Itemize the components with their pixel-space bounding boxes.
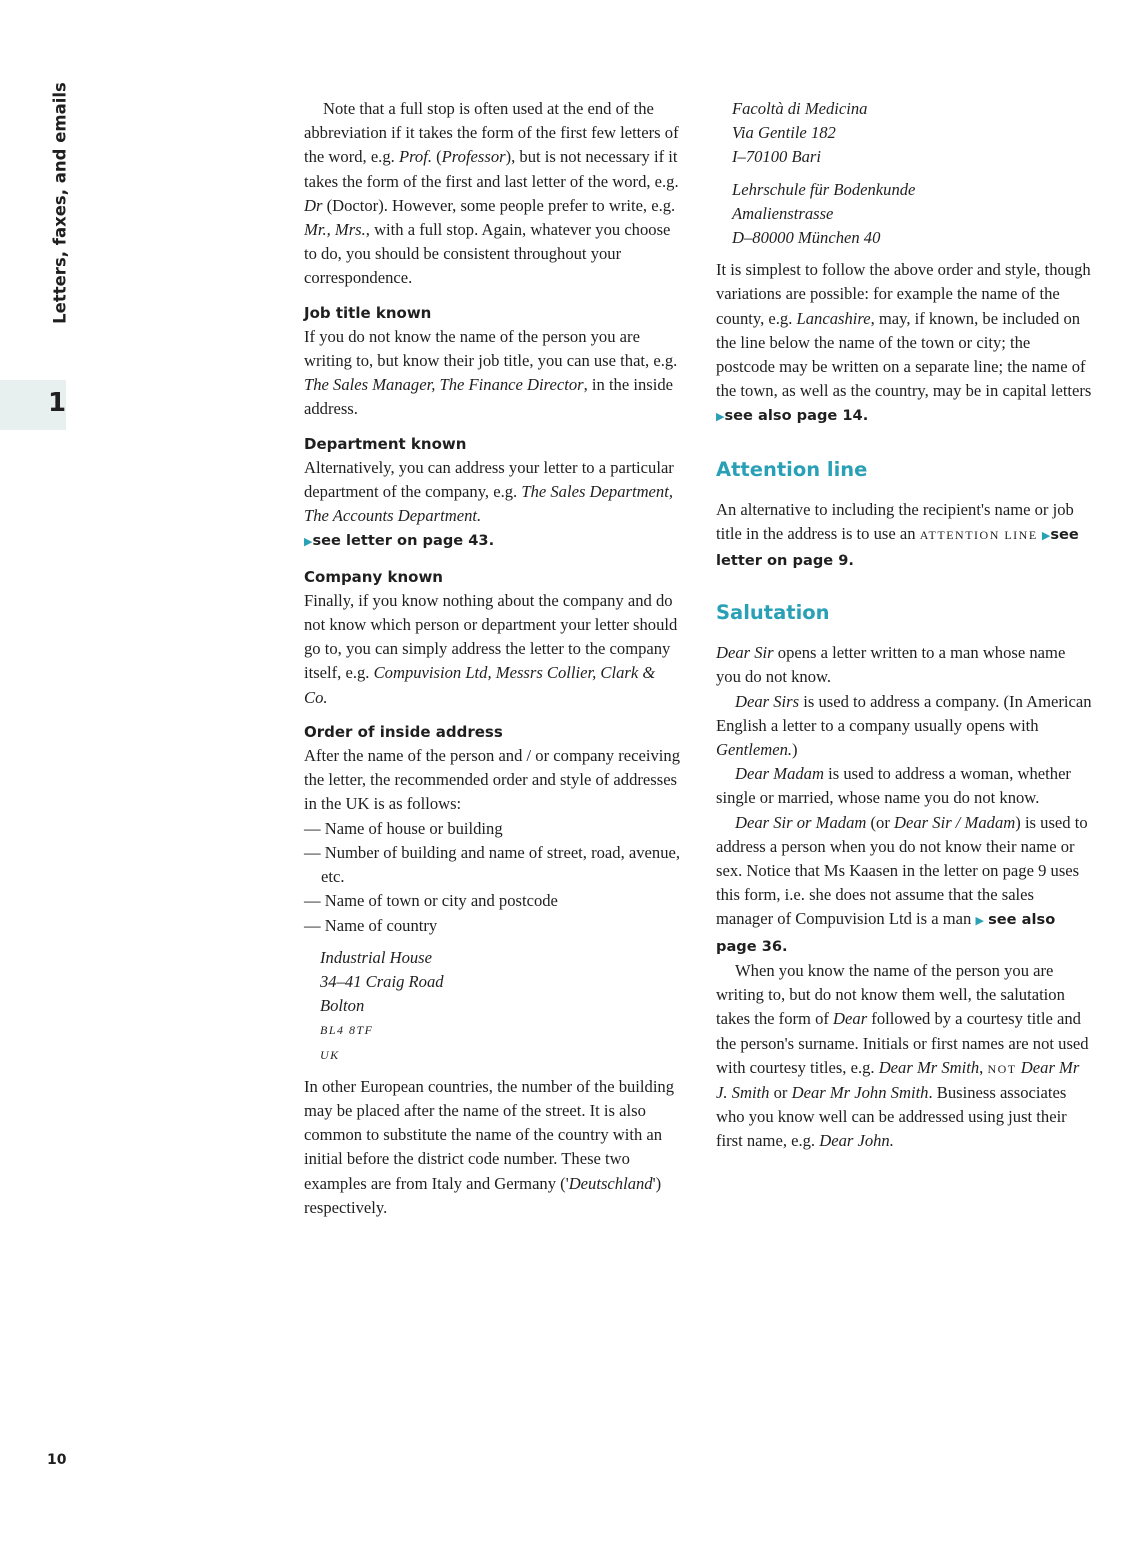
address-line: Industrial House (320, 947, 433, 967)
address-order-paragraph: After the name of the person and / or company receiving the letter, the recommended order and style of addresses in the UK is as follows: (304, 746, 680, 814)
department-xref[interactable]: ▶see letter on page 43. (304, 532, 495, 550)
chapter-running-label (49, 81, 71, 324)
address-line: Facoltà di Medicina (732, 99, 868, 118)
salutation-dear-sir: Dear Sir opens a letter written to a man whose name you do not know. (716, 643, 1066, 687)
left-column (304, 97, 682, 1220)
address-line: Amalienstrasse (732, 203, 834, 223)
subheading-address-order: Order of inside address (304, 722, 503, 741)
germany-address-example (716, 178, 1092, 251)
salutation-dear-sirs: Dear Sirs is used to address a company. (In American English a letter to a company usually opens with Gentlemen.) (716, 691, 1092, 760)
address-line: Lehrschule für Bodenkunde (732, 179, 916, 199)
chapter-tab (0, 380, 66, 430)
chapter-number: 1 (48, 388, 67, 418)
arrow-right-icon: ▶ (716, 411, 725, 424)
address-line: Bolton (320, 996, 365, 1016)
subheading-company: Company known (304, 567, 443, 586)
address-line: Via Gentile 182 (732, 123, 836, 143)
subheading-job-title: Job title known (304, 303, 432, 322)
address-line: 34–41 Craig Road (320, 971, 444, 991)
heading-salutation: Salutation (716, 601, 830, 625)
attention-paragraph: An alternative to including the recipient's name or job title in the address is to use an ATTENTION LINE ▶see letter on page 9. (716, 499, 1079, 570)
department-paragraph: Alternatively, you can address your letter to a particular department of the company, e.g. The Sales Department, The Accounts Department. (304, 457, 674, 526)
right-column (716, 97, 1092, 1154)
chapter-label-text: Letters, faxes, and emails (50, 81, 70, 324)
page-number: 10 (47, 1452, 67, 1468)
salutation-sir-or-madam: Dear Sir or Madam (or Dear Sir / Madam) is used to address a person when you do not know their name or sex. Notice that Ms Kaasen in the letter on page 9 uses this form, i.e. she does not assume that the sales manager of Compuvision Ltd is a man ▶ see also page 36. (716, 812, 1088, 955)
salutation-dear-madam: Dear Madam is used to address a woman, whether single or married, whose name you do not know. (716, 764, 1071, 808)
italy-address-example (716, 97, 1092, 170)
abbreviation-note: Note that a full stop is often used at the end of the abbreviation if it takes the form of the first few letters of the word, e.g. Prof. (Professor), but is not necessary if it takes the form of the first and last letter of the word, e.g. Dr (Doctor). However, some people prefer to write, e.g. Mr., Mrs., with a full stop. Again, whatever you choose to do, you should be consistent throughout your correspondence. (304, 99, 679, 288)
list-item: — Number of building and name of street, road, avenue, etc. (304, 842, 681, 887)
address-line: D–80000 München 40 (732, 228, 881, 248)
style-xref[interactable]: see also page 14. (724, 407, 869, 425)
address-line: UK (320, 1047, 340, 1062)
arrow-right-icon: ▶ (975, 915, 984, 928)
address-style-paragraph: It is simplest to follow the above order and style, though variations are possible: for example the name of the county, e.g. Lancashire, may, if known, be included on the line below the name of the town or city; the postcode may be written on a separate line; the name of the town, as well as the country, may be in capital letters ▶see also page 14. (716, 260, 1092, 425)
list-item: — Name of town or city and postcode (304, 891, 558, 911)
attention-xref[interactable]: see letter on page 9. (716, 525, 1079, 570)
list-item: — Name of country (304, 915, 438, 935)
uk-address-example (304, 946, 682, 1067)
company-paragraph: Finally, if you know nothing about the company and do not know which person or department your letter should go to, you can simply address the letter to the company itself, e.g. Compuvision Ltd, Messrs Collier, Clark & Co. (304, 590, 678, 707)
arrow-right-icon: ▶ (1041, 529, 1051, 542)
address-line: BL4 8TF (320, 1023, 374, 1038)
heading-attention-line: Attention line (716, 457, 868, 481)
job-title-paragraph: If you do not know the name of the person you are writing to, but know their job title, you can use that, e.g. The Sales Manager, The Finance Director, in the inside address. (304, 326, 678, 419)
salutation-known-name: When you know the name of the person you are writing to, but do not know them well, the salutation takes the form of Dear followed by a courtesy title and the person's surname. Initials or first names are not used with courtesy titles, e.g. Dear Mr Smith, NOT Dear Mr J. Smith or Dear Mr John Smith. Business associates who you know well can be addressed using just their first name, e.g. Dear John. (716, 960, 1089, 1151)
subheading-department: Department known (304, 434, 467, 453)
address-line: I–70100 Bari (732, 147, 821, 167)
list-item: — Name of house or building (304, 818, 503, 838)
arrow-right-icon: ▶ (304, 536, 313, 549)
salutation-xref[interactable]: see also page 36. (716, 911, 1056, 955)
european-order-paragraph: In other European countries, the number of the building may be placed after the name of the street. It is also common to substitute the name of the country with an initial before the district code number. These two examples are from Italy and Germany ('Deutschland') respectively. (304, 1076, 675, 1217)
